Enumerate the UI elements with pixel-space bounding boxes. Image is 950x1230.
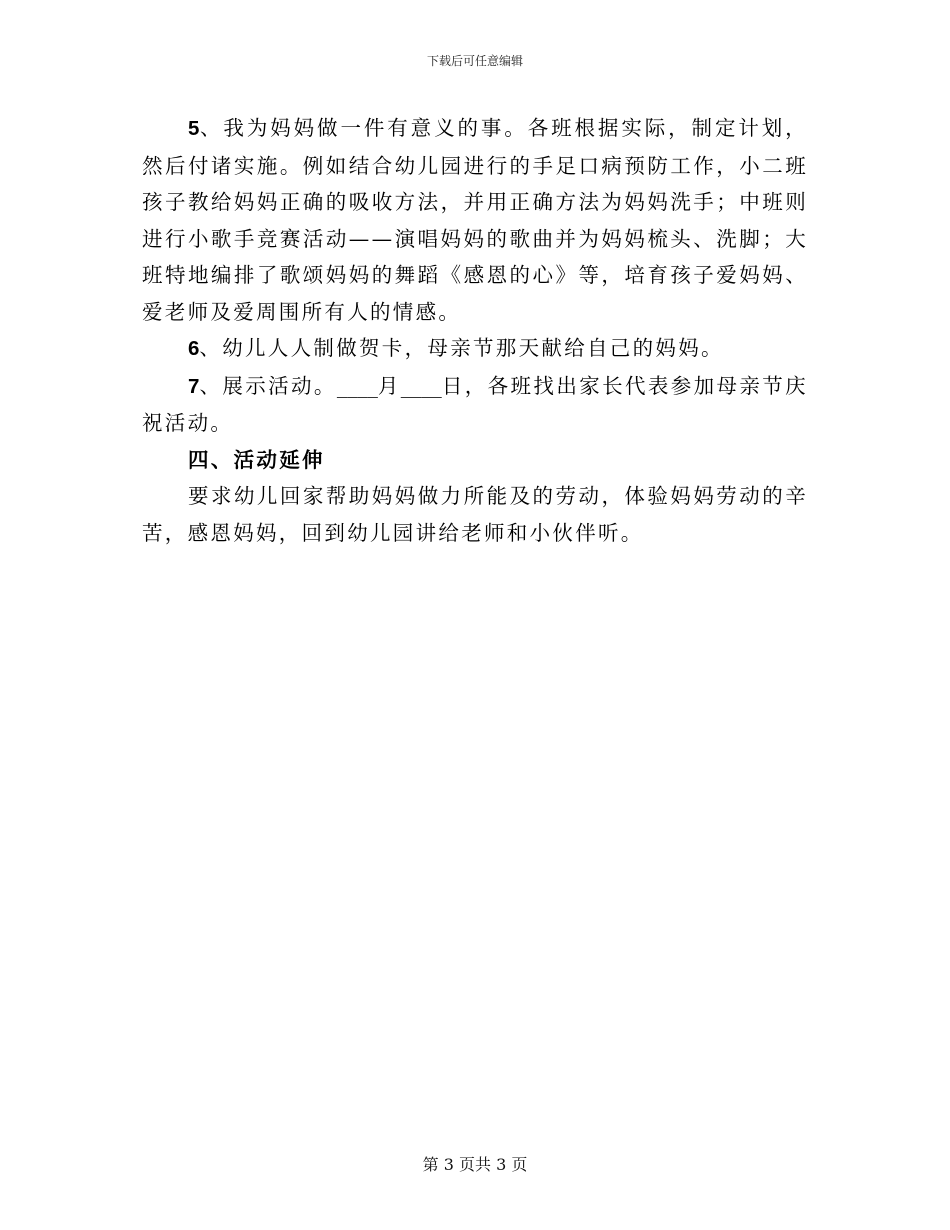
item-number: 7 xyxy=(188,374,200,398)
paragraph-item-7 xyxy=(142,368,808,442)
item-number: 6 xyxy=(188,337,200,360)
month-label: 月 xyxy=(377,373,401,398)
paragraph-item-6 xyxy=(142,330,808,368)
paragraph-text: 、展示活动。 xyxy=(199,373,337,398)
item-number: 5 xyxy=(188,117,200,140)
paragraph-item-5 xyxy=(142,110,808,330)
day-blank: ____ xyxy=(400,373,442,398)
section-heading: 四、活动延伸 xyxy=(188,447,325,472)
paragraph-text: 日，各班找出家长代表参加母亲节庆祝活动。 xyxy=(142,373,808,435)
paragraph-extension: 要求幼儿回家帮助妈妈做力所能及的劳动，体验妈妈劳动的辛苦，感恩妈妈，回到幼儿园讲给老师和小伙伴听。 xyxy=(142,484,808,545)
page-header: 下载后可任意编辑 xyxy=(426,54,523,68)
page-footer: 第 3 页共 3 页 xyxy=(422,1155,528,1174)
document-body xyxy=(142,110,808,551)
month-blank: ____ xyxy=(336,373,378,398)
paragraph-text: 、幼儿人人制做贺卡，母亲节那天献给自己的妈妈。 xyxy=(199,336,724,360)
paragraph-text: 、我为妈妈做一件有意义的事。各班根据实际，制定计划，然后付诸实施。例如结合幼儿园进行的手足口病预防工作，小二班孩子教给妈妈正确的吸收方法，并用正确方法为妈妈洗手；中班则进行小歌手竞赛活动——演唱妈妈的歌曲并为妈妈梳头、洗脚；大班特地编排了歌颂妈妈的舞蹈《感恩的心》等，培育孩子爱妈妈、爱老师及爱周围所有人的情感。 xyxy=(142,116,808,324)
